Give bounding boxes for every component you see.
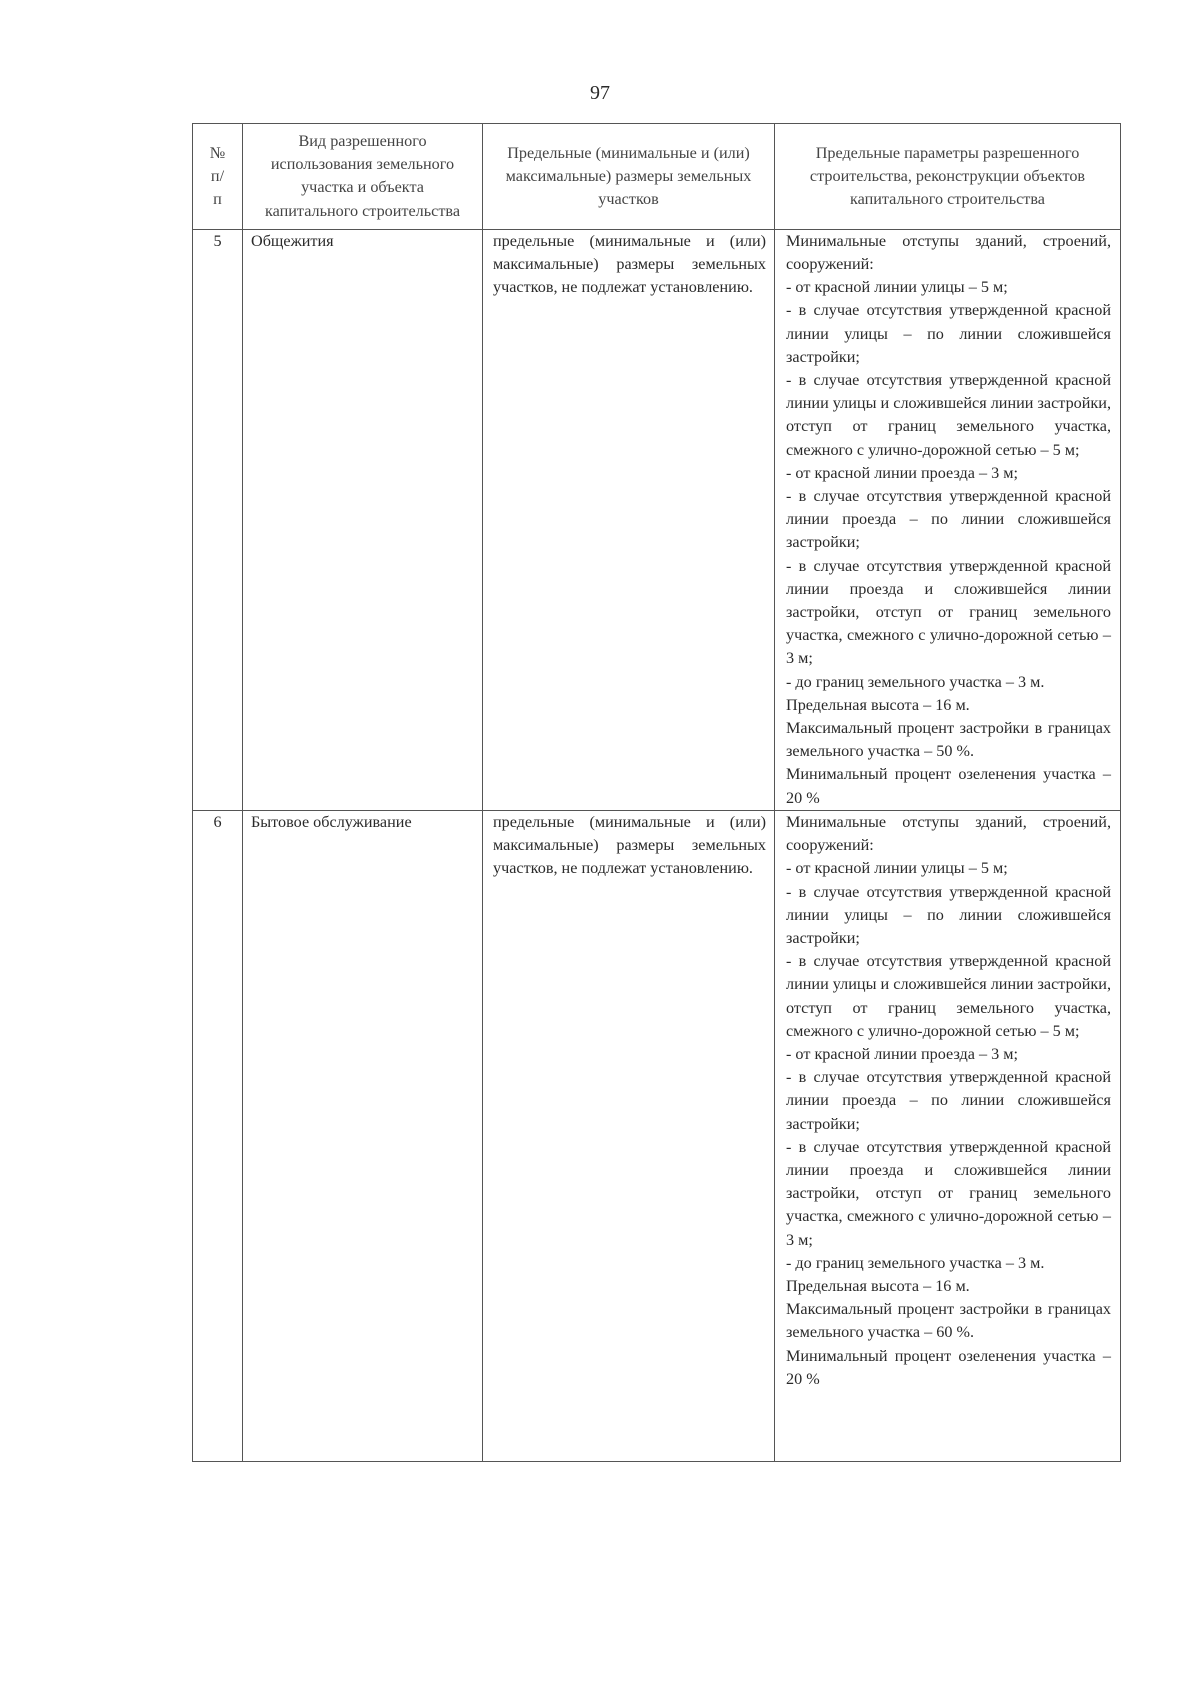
table-row <box>193 229 1121 810</box>
param-line: Минимальный процент озеленения участка – 20 % <box>786 765 1111 807</box>
header-params: Предельные параметры разрешенного строительства, реконструкции объектов капитального строительства <box>775 124 1121 230</box>
param-line: Максимальный процент застройки в границах земельного участка – 60 %. <box>786 1300 1111 1342</box>
param-line: Предельная высота – 16 м. <box>786 695 970 714</box>
param-line: - от красной линии улицы – 5 м; <box>786 278 1008 297</box>
row-params <box>775 229 1121 810</box>
table-row <box>193 810 1121 1461</box>
param-line: - в случае отсутствия утвержденной красной линии улицы и сложившейся линии застройки, отступ от границ земельного участка, смежного с улично-дорожной сетью – 5 м; <box>786 952 1111 1040</box>
param-line: - в случае отсутствия утвержденной красной линии проезда – по линии сложившейся застройки; <box>786 1068 1111 1133</box>
row-size: предельные (минимальные и (или) максимальные) размеры земельных участков, не подлежат установлению. <box>483 229 775 810</box>
row-number: 5 <box>193 229 243 810</box>
param-line: - до границ земельного участка – 3 м. <box>786 672 1045 691</box>
header-num: № п/п <box>193 124 243 230</box>
param-line: - до границ земельного участка – 3 м. <box>786 1253 1045 1272</box>
header-size: Предельные (минимальные и (или) максимальные) размеры земельных участков <box>483 124 775 230</box>
header-kind: Вид разрешенного использования земельного участка и объекта капитального строительства <box>243 124 483 230</box>
table-header-row <box>193 124 1121 230</box>
param-line: - в случае отсутствия утвержденной красной линии проезда – по линии сложившейся застройки; <box>786 487 1111 552</box>
param-line: - от красной линии проезда – 3 м; <box>786 1044 1019 1063</box>
param-line: - в случае отсутствия утвержденной красной линии улицы – по линии сложившейся застройки; <box>786 301 1111 366</box>
param-line: Минимальный процент озеленения участка – 20 % <box>786 1346 1111 1388</box>
param-line: - в случае отсутствия утвержденной красной линии улицы – по линии сложившейся застройки; <box>786 882 1111 947</box>
param-line: - в случае отсутствия утвержденной красной линии проезда и сложившейся линии застройки, отступ от границ земельного участка, смежного с улично-дорожной сетью – 3 м; <box>786 1137 1111 1249</box>
row-size: предельные (минимальные и (или) максимальные) размеры земельных участков, не подлежат установлению. <box>483 810 775 1461</box>
param-line: - в случае отсутствия утвержденной красной линии проезда и сложившейся линии застройки, отступ от границ земельного участка, смежного с улично-дорожной сетью – 3 м; <box>786 556 1111 668</box>
row-params <box>775 810 1121 1461</box>
row-kind: Общежития <box>243 229 483 810</box>
param-line: Минимальные отступы зданий, строений, сооружений: <box>786 812 1111 855</box>
param-line: - от красной линии улицы – 5 м; <box>786 859 1008 878</box>
param-line: Максимальный процент застройки в границах земельного участка – 50 %. <box>786 719 1111 761</box>
row-kind: Бытовое обслуживание <box>243 810 483 1461</box>
page-number: 97 <box>590 82 610 104</box>
row-number: 6 <box>193 810 243 1461</box>
param-line: - от красной линии проезда – 3 м; <box>786 463 1019 482</box>
param-line: Минимальные отступы зданий, строений, сооружений: <box>786 231 1111 274</box>
zoning-parameters-table <box>192 123 1121 1462</box>
param-line: - в случае отсутствия утвержденной красной линии улицы и сложившейся линии застройки, отступ от границ земельного участка, смежного с улично-дорожной сетью – 5 м; <box>786 371 1111 459</box>
param-line: Предельная высота – 16 м. <box>786 1276 970 1295</box>
